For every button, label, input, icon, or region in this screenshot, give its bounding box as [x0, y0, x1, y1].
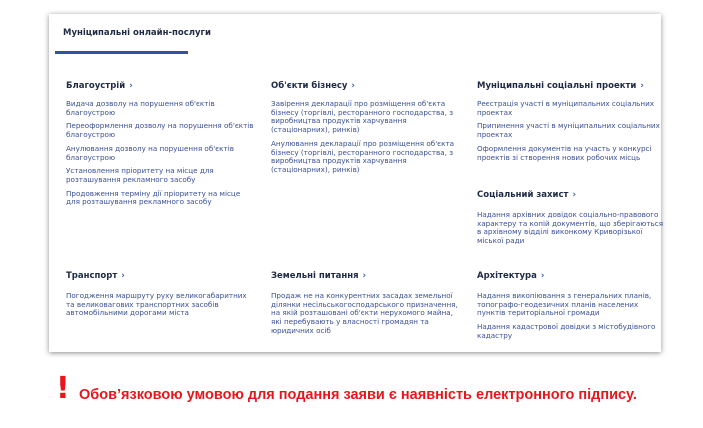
service-link[interactable]: Продовження терміну дії пріоритету на місце для розташування рекламного засобу	[66, 188, 241, 207]
exclamation-icon: !	[56, 371, 70, 406]
category-links-social-protection	[477, 211, 667, 251]
service-link[interactable]: Оформлення документів на участь у конкурсі проектів зі створення нових робочих місць	[477, 143, 652, 162]
category-title-landscaping[interactable]: Благоустрій ›	[66, 81, 133, 91]
service-link[interactable]: Завірення декларації про розміщення об'єкта бізнесу (торгівлі, ресторанного господарства, з виробництва продуктів харчування (стаціонарних), ринків)	[271, 99, 454, 135]
chevron-right-icon: ›	[540, 271, 545, 281]
category-links-social-projects	[477, 100, 667, 167]
chevron-right-icon: ›	[572, 190, 576, 200]
service-link[interactable]: Припинення участі в муніципальних соціальних проектах	[477, 121, 660, 140]
service-link[interactable]: Анулювання декларації про розміщення об'єкта бізнесу (торгівлі, ресторанного господарства, з виробництва продуктів харчування (стаціонарних), ринків)	[271, 138, 455, 174]
services-panel	[49, 14, 664, 352]
category-title-architecture[interactable]: Архітектура ›	[477, 271, 545, 281]
electronic-signature-notice	[56, 372, 696, 412]
service-link[interactable]: Погодження маршруту руху великогабаритних та великовагових транспортних засобів автомобільними дорогами міста	[66, 291, 247, 318]
chevron-right-icon: ›	[121, 271, 125, 281]
service-link[interactable]: Надання архівних довідок соціально-правового характеру та копій документів, що зберігаються в архівному відділі виконкому Криворізької міської ради	[477, 210, 664, 246]
chevron-right-icon: ›	[129, 81, 133, 91]
active-tab-indicator	[55, 51, 188, 54]
category-links-business-objects	[271, 100, 461, 180]
category-links-landscaping	[66, 100, 256, 212]
category-title-land-issues[interactable]: Земельні питання ›	[271, 271, 367, 281]
chevron-right-icon: ›	[362, 271, 367, 281]
service-link[interactable]: Реєстрація участі в муніципальних соціальних проектах	[477, 99, 655, 117]
category-links-transport	[66, 292, 256, 323]
service-link[interactable]: Переоформлення дозволу на порушення об'єктів благоустрою	[66, 121, 254, 140]
service-link[interactable]: Надання викопіювання з генеральних планів, топографо-геодезичних планів населених пунктів територіальної громади	[477, 291, 652, 318]
service-link[interactable]: Продаж не на конкурентних засадах земельної ділянки несільськогосподарського призначення, на якій розташовані об'єкти нерухомого майна, які перебувають у власності громадян та юридичних осіб	[271, 291, 458, 335]
category-title-social-protection[interactable]: Соціальний захист ›	[477, 190, 576, 200]
category-title-social-projects[interactable]: Муніципальні соціальні проекти ›	[477, 81, 644, 91]
category-title-transport[interactable]: Транспорт ›	[66, 271, 125, 281]
tab-municipal-online-services[interactable]: Муніципальні онлайн-послуги	[63, 28, 211, 38]
category-links-architecture	[477, 292, 667, 346]
category-links-land-issues	[271, 292, 461, 341]
category-title-business-objects[interactable]: Об'єкти бізнесу ›	[271, 81, 355, 91]
service-link[interactable]: Видача дозволу на порушення об'єктів благоустрою	[66, 99, 215, 117]
notice-text: Обов’язковою умовою для подання заяви є наявність електронного підпису.	[79, 387, 637, 403]
service-link[interactable]: Анулювання дозволу на порушення об'єктів благоустрою	[66, 143, 234, 162]
service-link[interactable]: Надання кадастрової довідки з містобудівного кадастру	[477, 322, 656, 340]
service-link[interactable]: Установлення пріоритету на місце для розташування рекламного засобу	[66, 166, 214, 184]
chevron-right-icon: ›	[640, 81, 644, 91]
chevron-right-icon: ›	[351, 81, 355, 91]
